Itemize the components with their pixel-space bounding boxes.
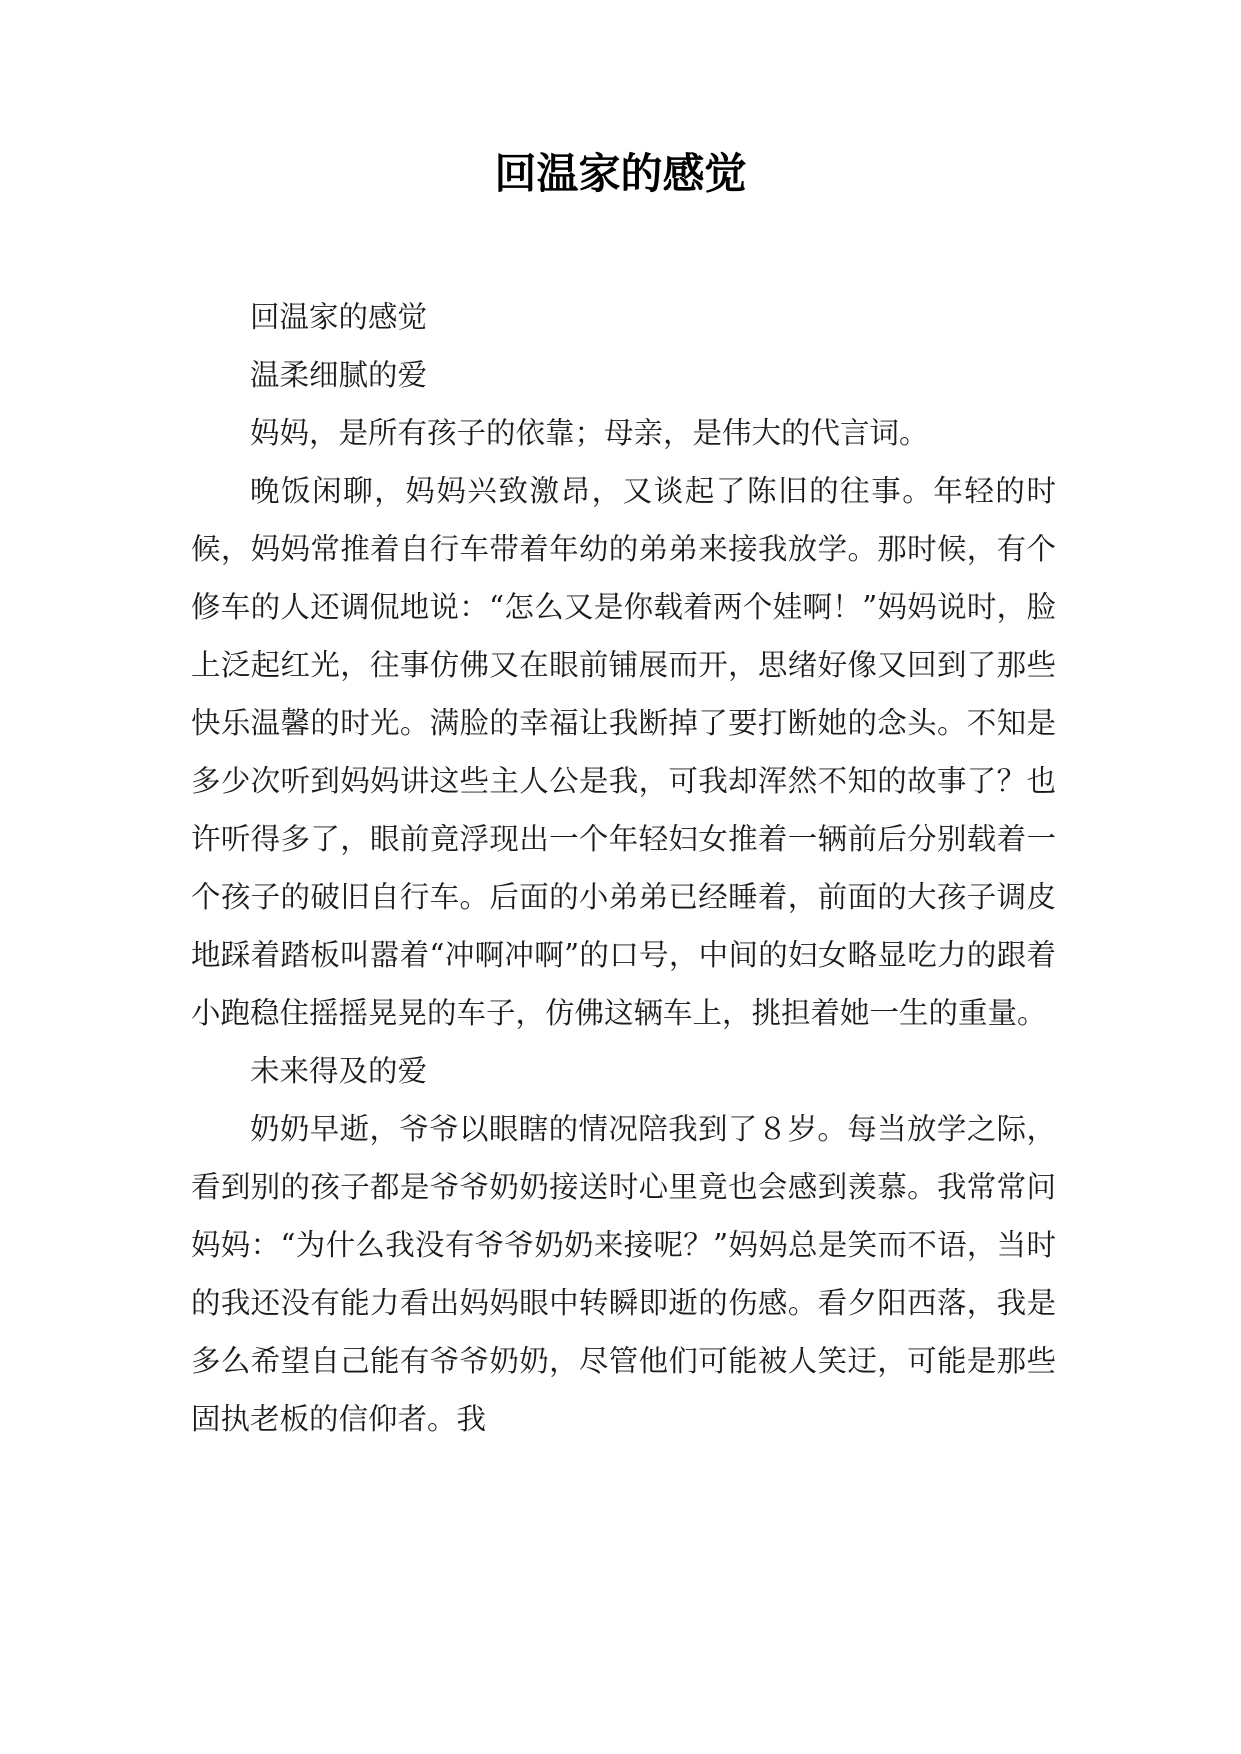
paragraph: 晚饭闲聊，妈妈兴致激昂，又谈起了陈旧的往事。年轻的时候，妈妈常推着自行车带着年幼的弟弟来接我放学。那时候，有个修车的人还调侃地说：“怎么又是你载着两个娃啊！”妈妈说时，脸上泛起红光，往事仿佛又在眼前铺展而开，思绪好像又回到了那些快乐温馨的时光。满脸的幸福让我断掉了要打断她的念头。不知是多少次听到妈妈讲这些主人公是我，可我却浑然不知的故事了？也许听得多了，眼前竟浮现出一个年轻妇女推着一辆前后分别载着一个孩子的破旧自行车。后面的小弟弟已经睡着，前面的大孩子调皮地踩着踏板叫嚣着“冲啊冲啊”的口号，中间的妇女略显吃力的跟着小跑稳住摇摇晃晃的车子，仿佛这辆车上，挑担着她一生的重量。 (191, 474, 1056, 1030)
document-title: 回温家的感觉 (494, 149, 747, 198)
section-heading-gentle-love: 温柔细腻的爱 (250, 358, 428, 392)
document-body (191, 288, 1056, 1448)
paragraph: 奶奶早逝，爷爷以眼瞎的情况陪我到了８岁。每当放学之际，看到别的孩子都是爷爷奶奶接送时心里竟也会感到羡慕。我常常问妈妈：“为什么我没有爷爷奶奶来接呢？”妈妈总是笑而不语，当时的我还没有能力看出妈妈眼中转瞬即逝的伤感。看夕阳西落，我是多么希望自己能有爷爷奶奶，尽管他们可能被人笑迂，可能是那些固执老板的信仰者。我 (191, 1112, 1056, 1436)
paragraph: 妈妈，是所有孩子的依靠；母亲，是伟大的代言词。 (250, 416, 929, 450)
section-heading-untimely-love: 未来得及的爱 (250, 1054, 428, 1088)
paragraph-heading: 回温家的感觉 (250, 300, 428, 334)
